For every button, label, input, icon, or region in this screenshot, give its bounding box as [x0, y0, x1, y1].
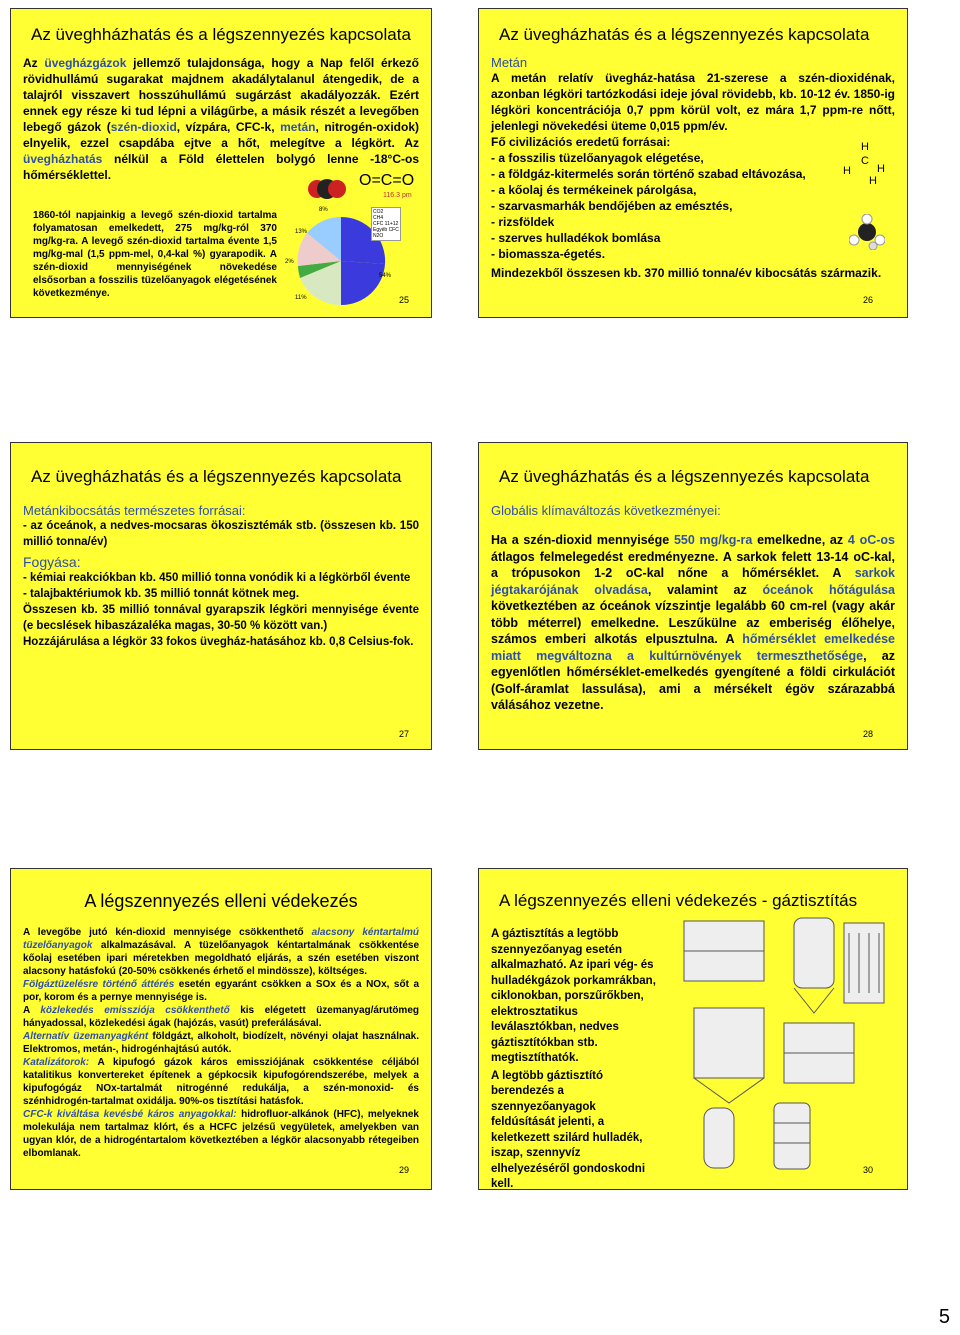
highlight: 550 mg/kg-ra — [673, 533, 753, 547]
text: nélkül a Föld élettelen bolygó lenne -18°C-os hőmérséklettel. — [23, 152, 419, 182]
slide-body: A gáztisztítás a legtöbb szennyezőanyag esetén alkalmazható. Az ipari vég- és hulladékgázok porkamrákban, ciklonokban, porszűrőkben, elektrosztatikus leválasztókban, nedves gáztisztítókban stb. megtisztíthatók. — [491, 928, 656, 1064]
highlight: hőmérséklet emelkedése miatt megváltozna a kultúrnövények termeszthetősége — [491, 632, 895, 663]
text: , az egyenlőtlen hőmérséklet-emelkedés gyengítené a földi cirkulációt (Golf-áramlat lassulása), ami a mérsékelt égöv szárazabbá válásához vezetne. — [491, 648, 895, 712]
text: A levegőbe jutó kén-dioxid mennyisége csökkenthető — [23, 927, 312, 938]
text: , vízpára, CFC-k, — [176, 120, 281, 134]
text: A — [23, 1005, 41, 1016]
page-number: 5 — [938, 1306, 950, 1328]
atom-c: C — [861, 155, 869, 167]
slide-body: A metán relatív üvegház-hatása 21-szerese a szén-dioxidénak, azonban légköri tartózkodási ideje jóval rövidebb, kb. 10-12 év. 1850-ig légköri koncentrációja 0,7 ppm körül volt, ez mára 1,7 ppm-re nőtt, jelenlegi növekedési üteme 0,015 ppm/év. — [491, 71, 895, 133]
pie-label: 13% — [295, 229, 308, 235]
methane-molecule-icon — [849, 214, 885, 255]
atom-h: H — [843, 165, 851, 177]
text: esetén egyaránt csökken a SOx és a NOx, sőt a por, korom és a pernye mennyisége is. — [23, 979, 420, 1003]
text: emelkedne, az — [752, 533, 848, 547]
slide-subtitle: Metánkibocsátás természetes forrásai: — [23, 503, 246, 518]
pie-label: 8% — [319, 207, 328, 213]
atom-h: H — [877, 163, 885, 175]
slide-subtitle-2: Fogyása: — [23, 554, 81, 570]
highlight: Alternatív üzemanyagként — [23, 1031, 149, 1042]
highlight: metán — [280, 120, 316, 134]
slide-28 — [478, 442, 908, 750]
atom-h: H — [861, 141, 869, 153]
highlight: közlekedés emissziója csökkenthető — [40, 1005, 230, 1016]
legend-entry: Egyéb CFC — [373, 227, 399, 233]
slide-26 — [478, 8, 908, 318]
legend-entry: CFC 11+12 — [373, 221, 399, 227]
slide-number: 29 — [398, 1165, 409, 1175]
atom-h: H — [869, 175, 877, 187]
slide-body — [491, 532, 895, 714]
slide-body-2: 1860-tól napjainkig a levegő szén-dioxid tartalma folyamatosan emelkedett, 275 mg/kg-ról 370 mg/kg-ra. A levegő szén-dioxid tartalma évente 1,5 mg/kg-mal (1,5 ppm-mel, 0,4-kal %) gyarapodik. A szén-dioxid mennyiségének növekedése elsősorban a fosszilis tüzelőanyagok elégetésének következménye. — [33, 210, 277, 299]
highlight: Fölgáztüzelésre történő áttérés — [23, 979, 175, 990]
slide-29 — [10, 868, 432, 1190]
methane-structure — [841, 141, 891, 189]
slide-body-2: A legtöbb gáztisztító berendezés a szennyezőanyagok feldúsítását jelenti, a keletkezett szilárd hulladék, iszap, szennyvíz elhelyezéséről gondoskodni kell. — [491, 1069, 646, 1190]
legend-entry: CH4 — [373, 215, 384, 221]
slide-30 — [478, 868, 908, 1190]
slide-subtitle: Metán — [491, 55, 528, 70]
highlight: sarkok jégtakarójának olvadása — [491, 566, 895, 597]
text: , nitrogén-oxidok) elnyelik, ezzel csapdába ejtve a hőt, melegítve a légkört. Az — [23, 120, 419, 150]
list-title: Fő civilizációs eredetű forrásai: — [491, 135, 671, 149]
text: Ha a szén-dioxid mennyisége — [491, 533, 674, 547]
highlight: szén-dioxid — [110, 120, 177, 134]
highlight: alacsony kéntartalmú tüzelőanyagok — [23, 927, 420, 951]
slide-body: - az óceánok, a nedves-mocsaras ökoszisztémák stb. (összesen kb. 150 millió tonna/év) — [23, 520, 419, 548]
highlight: CFC-k kiváltása kevésbé káros anyagokkal: — [23, 1109, 237, 1120]
text: alkalmazásával. A tüzelőanyagok kéntartalmának csökkentése kőolaj esetében ipari méretekben megoldható eljárás, a szén esetében viszont alacsony hatásfokú (20-50% csökkenés érhető el mindössze), költséges. — [23, 940, 419, 977]
slide-title: Az üvegházhatás és a légszennyezés kapcsolata — [499, 467, 870, 486]
text: földgázt, alkoholt, biodízelt, növényi olajat használnak. Elektromos, metán-, hidrogénhajtású autók. — [23, 1031, 419, 1055]
slide-number: 26 — [862, 295, 873, 305]
list-item: - a földgáz-kitermelés során történő szabad eltávozása, — [491, 167, 806, 181]
slide-body-2: - kémiai reakciókban kb. 450 millió tonna vonódik ki a légkörből évente — [23, 572, 411, 584]
slide-body-5: Hozzájárulása a légkör 33 fokos üvegház-hatásához kb. 0,8 Celsius-fok. — [23, 636, 414, 648]
sources-list — [491, 134, 895, 262]
slide-title: A légszennyezés elleni védekezés — [84, 891, 358, 911]
text: hidrofluor-alkánok (HFC), melyeknek molekulája nem tartalmaz klórt, és a HCFC jelzésű vegyületek, amelyekben van ugyan klór, de a hidrogéntartalom következtében a légkör alacsonyabb rétegeiben elbomlanak. — [23, 1109, 419, 1159]
co2-formula: O=C=O — [359, 172, 415, 189]
slide-body — [23, 55, 419, 183]
text: Az — [23, 56, 45, 70]
bond-length: 116.3 pm — [383, 192, 412, 199]
highlight: üvegházgázok — [44, 56, 127, 70]
text: A kipufogó gázok káros emissziójának csökkentése céljából katalitikus konvertereket építenek a gépkocsik kipufogórendszerébe, melyek a kipufogógáz NOx-tartalmát nitrogénné redukálja, a szén-monoxid- és szénhidrogén-tartalmat oxidálja. 90%-os tisztítási hatásfok. — [23, 1057, 419, 1107]
slide-25 — [10, 8, 432, 318]
pie-legend — [371, 207, 401, 241]
pie-label: 11% — [295, 295, 307, 301]
pie-label: 2% — [285, 259, 294, 265]
slide-number: 28 — [862, 729, 873, 739]
slide-body — [23, 926, 419, 1160]
gas-cleaning-equipment-illustration — [674, 913, 892, 1173]
highlight: 4 oC-os — [847, 533, 896, 547]
slide-number: 27 — [398, 729, 409, 739]
legend-entry: CO2 — [373, 209, 384, 215]
legend-entry: N2O — [373, 233, 384, 239]
list-item: - a kőolaj és termékeinek párolgása, — [491, 183, 697, 197]
highlight: óceánok hőtágulása — [762, 582, 895, 597]
slide-body-2: Mindezekből összesen kb. 370 millió tonna/év kibocsátás származik. — [491, 266, 882, 280]
pie-label: 54% — [379, 273, 392, 279]
list-item: - szerves hulladékok bomlása — [491, 231, 661, 245]
slide-subtitle: Globális klímaváltozás következményei: — [491, 503, 721, 518]
list-item: - rizsföldek — [491, 215, 555, 229]
slide-body-4: Összesen kb. 35 millió tonnával gyarapszik légköri mennyisége évente (e becslések hibaszázaléka magas, 30-50 % között van.) — [23, 604, 419, 632]
slide-title: Az üveghházhatás és a légszennyezés kapcsolata — [31, 25, 411, 44]
text: kis elégetett üzemanyag/árutömeg hányadossal, közlekedési ágak (hajózás, vasút) preferálásával. — [23, 1005, 419, 1029]
highlight: Katalizátorok: — [23, 1057, 90, 1068]
slide-title: Az üvegházhatás és a légszennyezés kapcsolata — [499, 25, 870, 44]
highlight: üvegházhatás — [23, 152, 103, 166]
text: , valamint az — [647, 582, 763, 597]
text: jellemző tulajdonsága, hogy a Nap felől érkező rövidhullámú sugarakat majdnem akadálytalanul átengedik, de a talajról visszavert hosszúhullámú sugárzást akadályozzák. Ezért ennek egy része ki tud lépni a világűrbe, a másik részét a levegőben lebegő gázok ( — [23, 56, 419, 134]
slide-number: 30 — [862, 1165, 873, 1175]
text: átlagos felmelegedést eredményezne. A sarkok felett 13-14 oC-kal, a trópusokon 1-2 oC-kal nőne a hőmérséklet. A — [491, 549, 895, 580]
slide-body-3: - talajbaktériumok kb. 35 millió tonnát kötnek meg. — [23, 588, 300, 600]
list-item: - a fosszilis tüzelőanyagok elégetése, — [491, 151, 704, 165]
slide-number: 25 — [398, 295, 409, 305]
slide-27 — [10, 442, 432, 750]
co2-molecule-icon — [307, 174, 347, 209]
slide-title: Az üvegházhatás és a légszennyezés kapcsolata — [31, 467, 402, 486]
text: következtében az óceánok vízszintje legalább 60 cm-rel (vagy akár több méterrel) emelkedne. Leszűkülne az emberiség élőhelye, számos emberi alkotás elpusztulna. A — [491, 599, 895, 646]
list-item: - szarvasmarhák bendőjében az emésztés, — [491, 199, 733, 213]
list-item: - biomassza-égetés. — [491, 247, 606, 261]
slide-title: A légszennyezés elleni védekezés - gáztisztítás — [499, 891, 858, 910]
